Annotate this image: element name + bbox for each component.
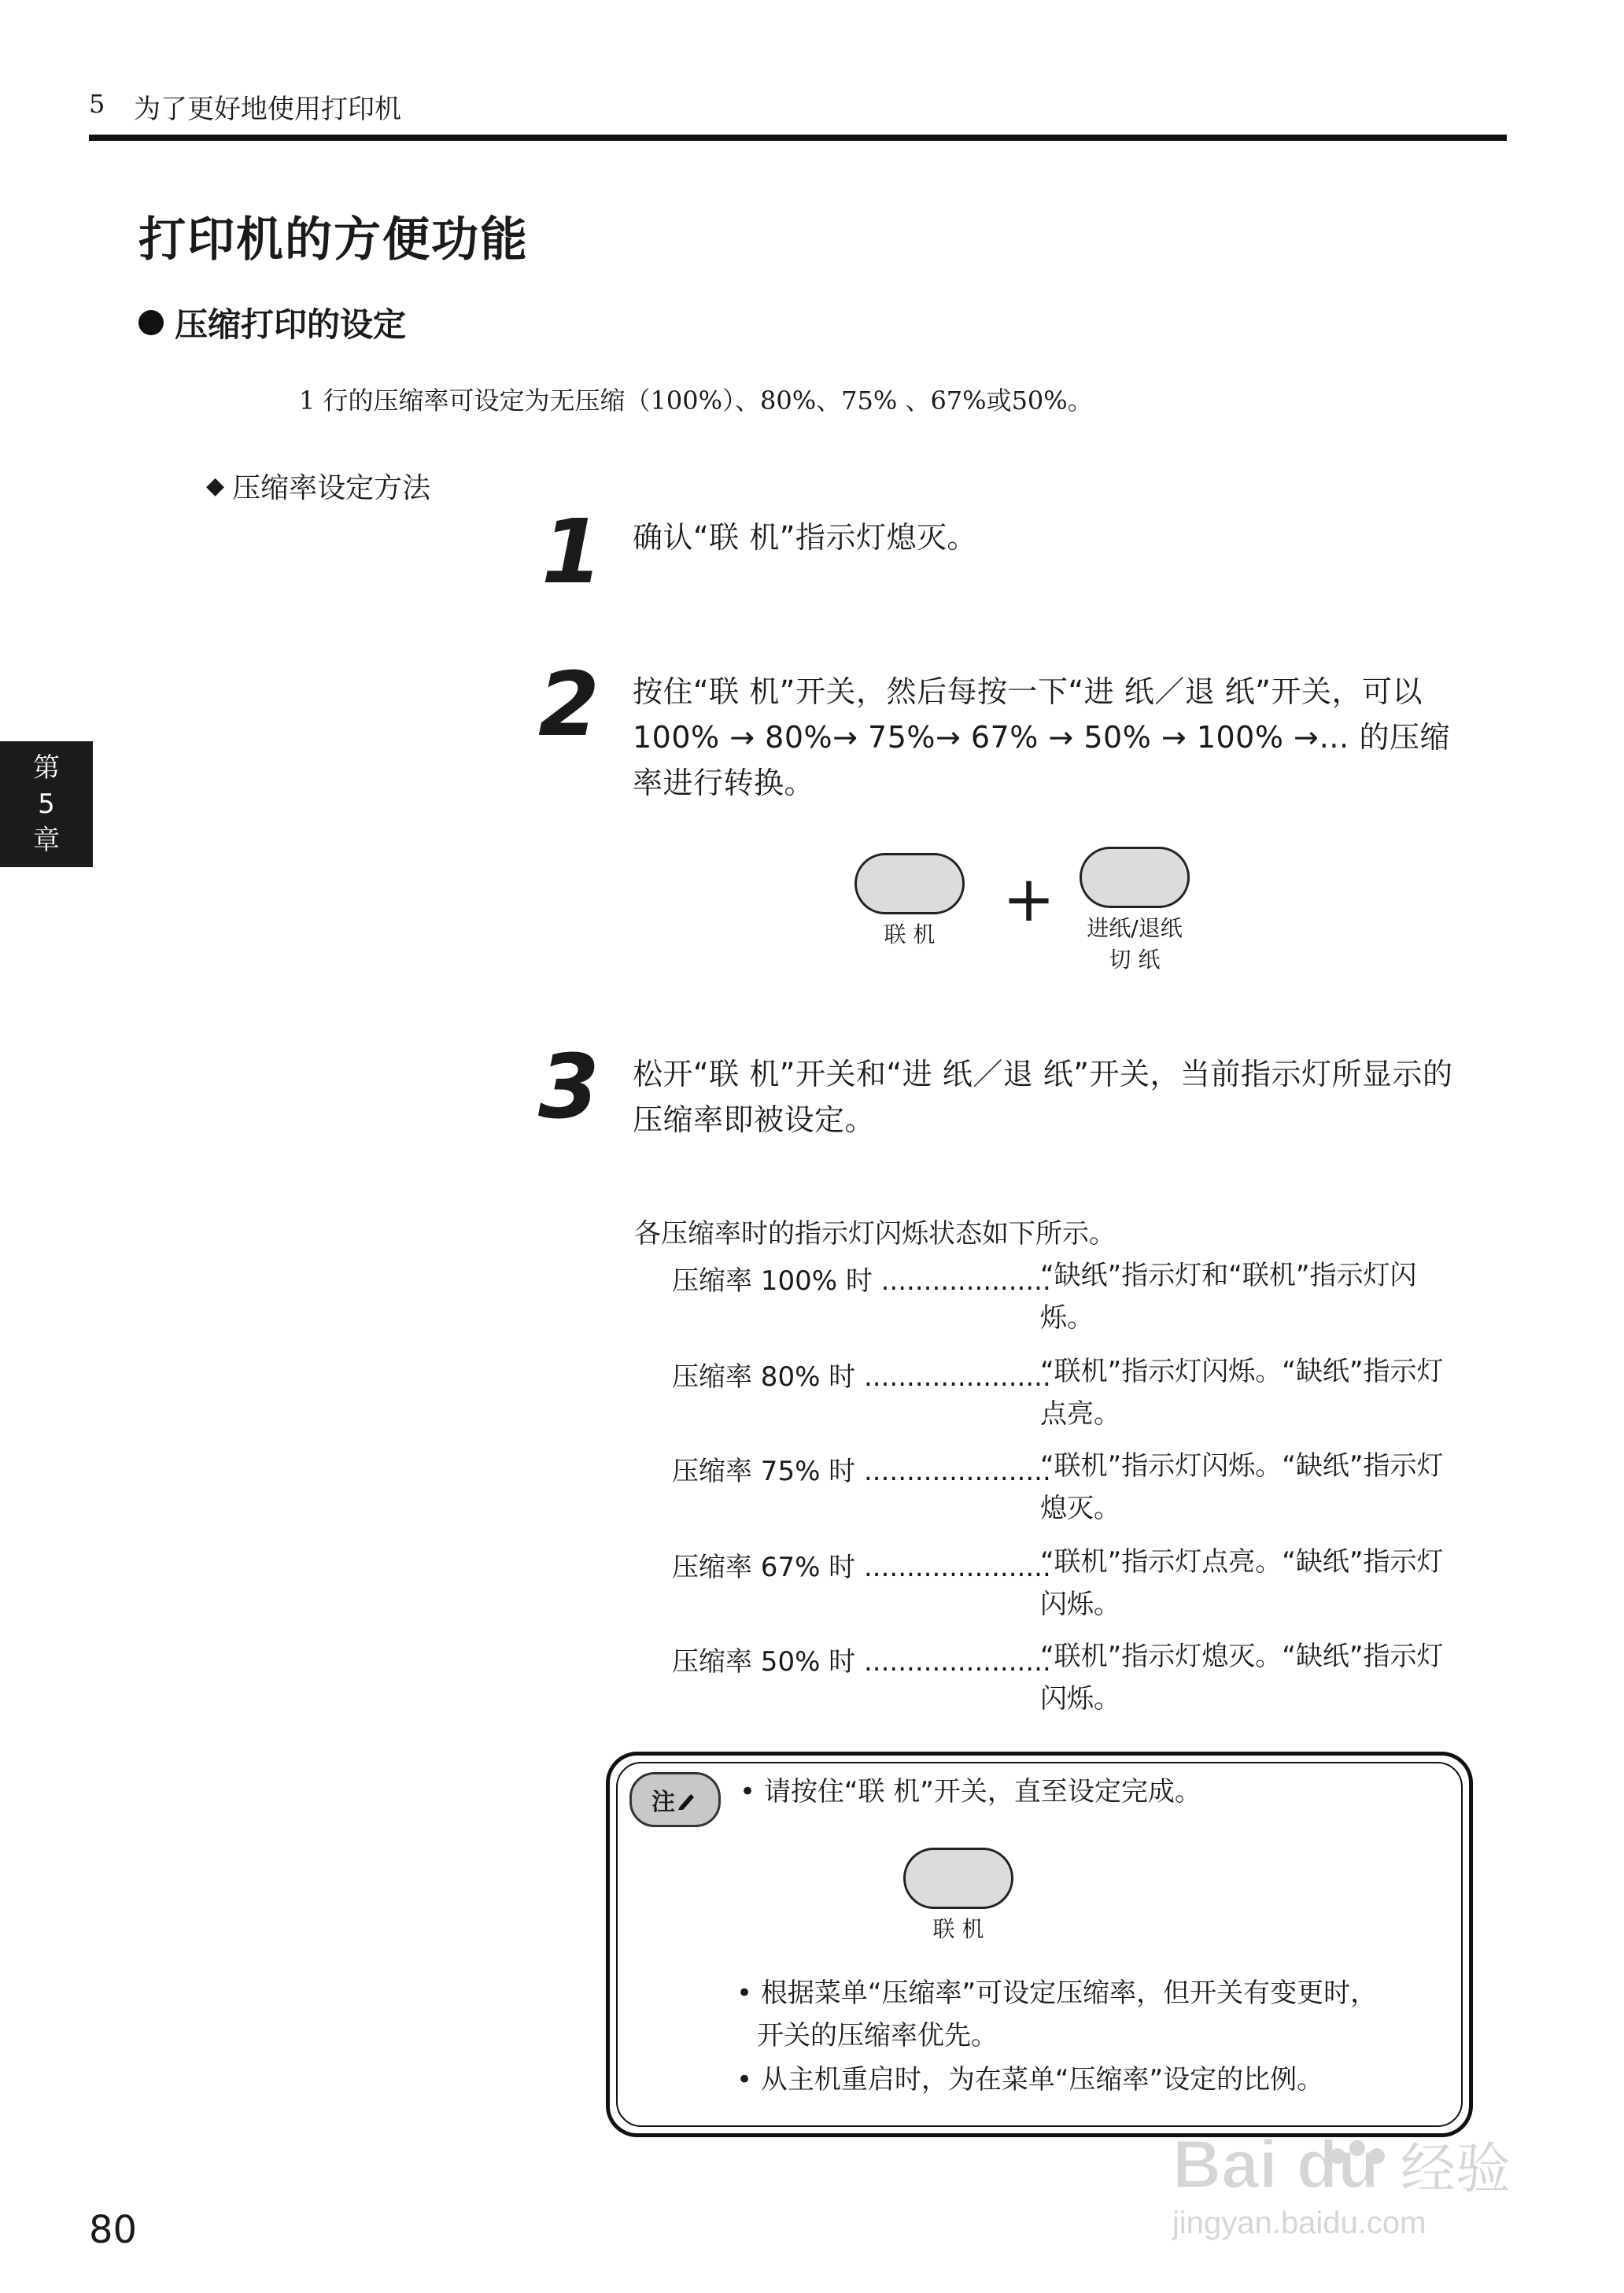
online-button-label: 联 机 [884,921,936,947]
step-text-2: 按住“联 机”开关，然后每按一下“进 纸／退 纸”开关，可以 100% → 80%→ 75%→ 67% → 50% → 100% →… 的压缩率进行转换。 [633,674,1450,800]
note-icon [629,1772,721,1827]
note-line-1: • 请按住“联 机”开关，直至设定完成。 [740,1776,1201,1807]
page-number: 80 [89,2208,138,2252]
feed-button-label-line1: 进纸/退纸 [1087,915,1183,941]
header-rule [89,135,1507,141]
header-chapter-title: 为了更好地使用打印机 [134,94,401,125]
step-text-1: 确认“联 机”指示灯熄灭。 [633,520,977,555]
rate-row-label-67: 压缩率 67% 时 ...................... [672,1552,1051,1583]
step-text-3: 松开“联 机”开关和“进 纸／退 纸”开关，当前指示灯所显示的压缩率即被设定。 [633,1057,1453,1137]
rate-row-label-50: 压缩率 50% 时 ...................... [672,1646,1051,1678]
note-line-2b: 开关的压缩率优先。 [757,2020,998,2051]
section-intro: 1 行的压缩率可设定为无压缩（100%）、80%、75% 、67%或50%。 [299,386,1093,415]
section-heading-text: 压缩打印的设定 [175,305,407,344]
svg-text:jingyan.baidu.com: jingyan.baidu.com [1172,2206,1427,2240]
rate-row-label-80: 压缩率 80% 时 ...................... [672,1361,1051,1393]
step-number-1: 1 [541,501,603,604]
pencil-icon [675,1788,699,1811]
rate-row-desc-80: “联机”指示灯闪烁。“缺纸”指示灯点亮。 [1040,1356,1444,1430]
svg-text:经验: 经验 [1401,2136,1511,2201]
chapter-tab [0,741,93,867]
subsection-heading-text: 压缩率设定方法 [232,472,431,504]
rate-row-desc-100: “缺纸”指示灯和“联机”指示灯闪烁。 [1040,1260,1417,1334]
header-chapter-number: 5 [89,89,105,119]
rate-row-label-100: 压缩率 100% 时 .................... [672,1265,1051,1297]
chapter-tab-line3: 章 [33,825,60,856]
section-heading [138,299,406,346]
note-line-3: • 从主机重启时，为在菜单“压缩率”设定的比例。 [736,2064,1324,2095]
feed-button-diagram [1080,847,1190,908]
note-online-button-label: 联 机 [932,1916,984,1942]
feed-button-label-line2: 切 纸 [1109,947,1161,973]
page-title: 打印机的方便功能 [138,212,529,268]
online-button-diagram [854,853,965,914]
diamond-bullet-icon: ◆ [206,472,225,500]
note-line-2a: • 根据菜单“压缩率”可设定压缩率，但开关有变更时， [736,1977,1378,2009]
step-number-2: 2 [538,654,600,756]
blink-table-intro: 各压缩率时的指示灯闪烁状态如下所示。 [634,1218,1116,1250]
baidu-watermark-logo [1164,2117,1542,2243]
chapter-tab-line2: 5 [38,788,55,820]
bullet-dot-icon [138,310,164,335]
svg-text:Bai du: Bai du [1172,2127,1379,2203]
note-online-button-diagram [903,1848,1013,1909]
chapter-tab-line1: 第 [33,752,60,784]
note-icon-label: 注 [651,1789,675,1816]
plus-sign: + [1002,862,1056,936]
subsection-heading [206,466,430,506]
rate-row-label-75: 压缩率 75% 时 ...................... [672,1456,1051,1487]
rate-row-desc-50: “联机”指示灯熄灭。“缺纸”指示灯闪烁。 [1040,1641,1444,1715]
step-number-3: 3 [538,1036,600,1139]
rate-row-desc-75: “联机”指示灯闪烁。“缺纸”指示灯熄灭。 [1040,1450,1444,1524]
rate-row-desc-67: “联机”指示灯点亮。“缺纸”指示灯闪烁。 [1040,1546,1444,1620]
